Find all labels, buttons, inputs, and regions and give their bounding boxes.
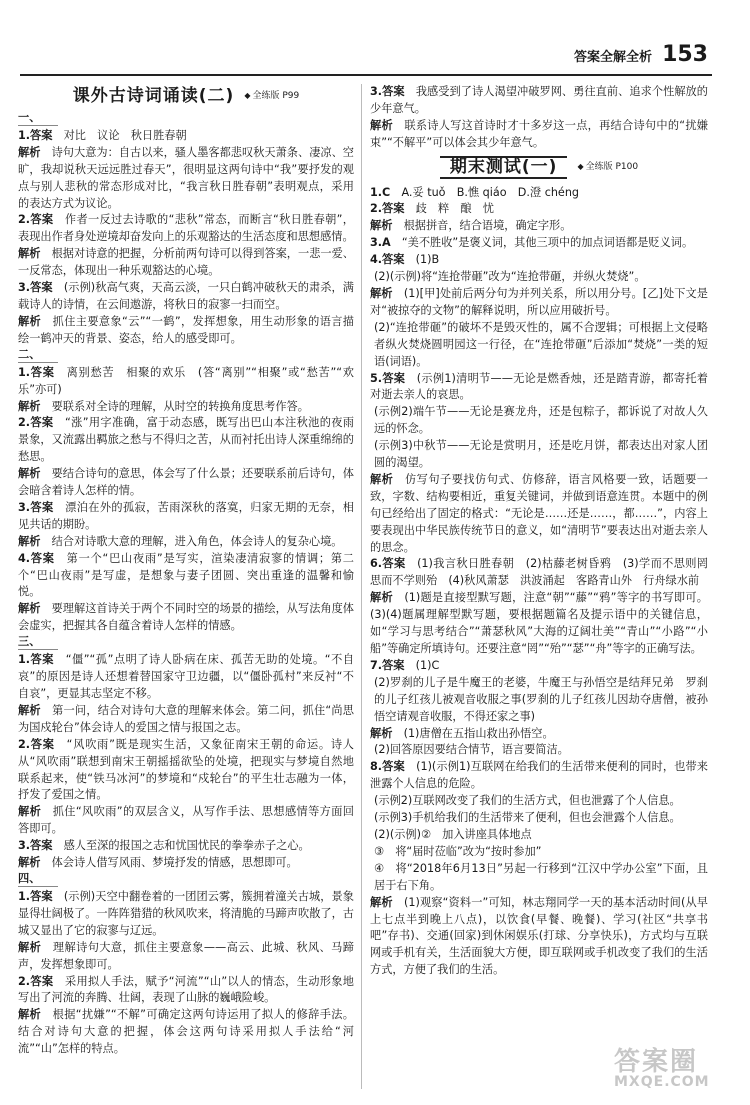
section-title-right [370, 156, 708, 179]
item-text: ③ 将“届时莅临”改为“按时参加” [374, 844, 542, 858]
workbook-ref-text: 全练版 P99 [252, 91, 300, 101]
analysis-paragraph [18, 855, 354, 872]
answer-paragraph [370, 252, 708, 269]
item-text: 要理解这首诗关于两个不同时空的场景的描绘，从写法角度体会虚实，把握其各自蕴含着诗人怎样的情感。 [18, 602, 354, 633]
item-text: 联系诗人写这首诗时才十多岁这一点，再结合诗句中的“扰嫌束”“不解平”可以体会其少年意气。 [370, 118, 708, 149]
item-text: (2)“连抢带砸”的破坏不是毁灭性的，属不合逻辑；可根据上文侵略者纵火焚烧圆明园这一行径，在“连抢带砸”后添加“焚烧”一类的短语(词语)。 [374, 320, 708, 368]
right-blocks [370, 185, 720, 980]
item-text: 结合对诗歌大意的理解，进入角色，体会诗人的复杂心境。 [40, 534, 343, 548]
item-tag: 2.答案 [18, 974, 54, 988]
item-text: 漂泊在外的孤寂，苦雨深秋的落寞，归家无期的无奈，相见共话的期盼。 [18, 500, 354, 531]
item-text: 我感受到了诗人渴望冲破罗网、勇往直前、追求个性解放的少年意气。 [370, 85, 708, 115]
page-header [574, 42, 708, 72]
item-tag: 3.A [370, 236, 391, 250]
item-text: “涨”用字准确，富于动态感，既写出巴山本注秋池的夜雨景象，又流露出羁旅之愁与不得归之苦，从而衬托出诗人深重绵绵的愁思。 [18, 416, 354, 464]
item-text: (示例1)清明节——无论是燃香烛，还是踏青游，都寄托着对逝去亲人的哀思。 [370, 371, 708, 402]
answer-paragraph [18, 500, 354, 534]
item-tag: 解析 [18, 805, 42, 819]
analysis-paragraph [370, 218, 708, 235]
item-text: 歧 粹 酿 忧 [404, 202, 494, 216]
analysis-paragraph [18, 940, 354, 974]
item-text: (1)[甲]处前后两分句为并列关系，所以用分号。[乙]处下文是对“被掠夺的文物”的解释说明，所以应用破折号。 [370, 286, 708, 317]
answer-paragraph [370, 84, 708, 118]
item-text: 作者一反过去诗歌的“悲秋”常态，而断言“秋日胜春朝”，表现出作者身处逆境却奋发向上的乐观豁达的生活态度和思想感情。 [18, 213, 354, 244]
item-tag: 3.答案 [18, 839, 53, 853]
group-label: 四、 [18, 872, 58, 887]
item-text: 要联系对全诗的理解，从时空的转换角度思考作答。 [40, 399, 309, 413]
item-text: 感人至深的报国之志和忧国忧民的拳拳赤子之心。 [52, 839, 310, 853]
answer-paragraph [370, 201, 708, 218]
item-tag: 解析 [18, 247, 41, 261]
answer-paragraph [370, 269, 708, 286]
answer-paragraph [370, 185, 708, 202]
item-tag: 解析 [18, 534, 41, 548]
item-text: 对比 议论 秋日胜春朝 [52, 128, 187, 142]
page-number: 153 [662, 42, 708, 67]
item-text: (1)B [404, 253, 440, 267]
section-title-left [18, 88, 354, 105]
item-text: 根据“扰嫌”“不解”可确定这两句诗运用了拟人的修辞手法。结合对诗句大意的把握，体会这两句诗采用拟人手法给“河流”“山”怎样的特点。 [18, 1008, 354, 1056]
item-text: 要结合诗句的意思，体会写了什么景；还要联系前后诗句，体会暗含着诗人怎样的情。 [18, 467, 354, 498]
item-tag: 解析 [18, 145, 41, 159]
item-text: (2)罗刹的儿子是牛魔王的老婆，牛魔王与孙悟空是结拜兄弟 罗刹的儿子红孩儿被观音收服之事(罗刹的儿子红孩儿因劫夺唐僧，被孙悟空请观音收服，不得还家之事) [374, 675, 708, 723]
item-text: (示例)天空中翻卷着的一团团云雾，簇拥着潼关古城，景象显得壮阔极了。一阵阵猎猎的秋风吹来，将清脆的马蹄声吹散了，古城又显出了它的寂寥与辽远。 [18, 889, 354, 937]
item-text: “美不胜收”是褒义词，其他三项中的加点词语都是贬义词。 [390, 236, 694, 250]
item-text: 第一个“巴山夜雨”是写实，渲染凄清寂寥的情调；第二个“巴山夜雨”是写虚，是想象与妻子团圆、突出重逢的温馨和愉悦。 [18, 551, 354, 599]
answer-paragraph [370, 844, 708, 861]
answer-paragraph [370, 404, 708, 438]
analysis-paragraph [370, 472, 708, 557]
item-text: (1)观察“资料一”可知，林志翔同学一天的基本活动时间(从早上七点半到晚上八点)，以饮食(早餐、晚餐)、学习(社区“共享书吧”存书)、交通(回家)到休闲娱乐(打球、分享快乐)，方式均与互联网或手机有关，生活面貌大方便，即互联网或手机改变了我们的生活方式，方便了我们的生活。 [370, 895, 708, 977]
item-tag: 解析 [18, 399, 41, 413]
answer-paragraph [370, 675, 708, 726]
analysis-paragraph [18, 601, 354, 635]
workbook-ref-text: 全练版 P100 [585, 161, 639, 172]
section-title-text: 课外古诗词诵读(二) [72, 86, 235, 106]
item-tag: 1.答案 [18, 128, 53, 142]
item-text: (1)唐僧在五指山救出孙悟空。 [392, 726, 554, 740]
analysis-paragraph [18, 246, 354, 280]
item-tag: 4.答案 [18, 551, 55, 565]
group-label: 二、 [18, 348, 58, 363]
item-tag: 7.答案 [370, 658, 405, 672]
item-tag: 解析 [18, 856, 41, 870]
item-tag: 解析 [370, 726, 393, 740]
header-rule [20, 74, 712, 76]
item-tag: 解析 [370, 286, 393, 300]
answer-paragraph [370, 742, 708, 759]
answer-paragraph [18, 551, 354, 602]
answer-paragraph [18, 365, 354, 399]
item-text: 根据拼音，结合语境，确定字形。 [392, 219, 572, 233]
analysis-paragraph [370, 118, 708, 152]
item-text: 采用拟人手法，赋予“河流”“山”以人的情态，生动形象地写出了河流的奔腾、壮阔，表现了山脉的巍峨险峻。 [18, 974, 354, 1005]
item-tag: 2.答案 [18, 416, 54, 430]
item-tag: 3.答案 [18, 281, 53, 295]
triangle-icon: ◆ [577, 161, 584, 171]
item-tag: 2.答案 [18, 737, 55, 751]
analysis-paragraph [18, 466, 354, 500]
item-tag: 解析 [370, 472, 394, 486]
right-column [370, 84, 720, 979]
answer-paragraph [18, 889, 354, 940]
item-text: 理解诗句大意，抓住主要意象——高云、此城、秋风、马蹄声，发挥想象即可。 [18, 940, 354, 971]
answer-paragraph [370, 658, 708, 675]
item-tag: 3.答案 [18, 500, 54, 514]
item-text: 体会诗人借写风雨、梦境抒发的情感，思想即可。 [40, 856, 298, 870]
item-tag: 1.C [370, 185, 391, 199]
analysis-paragraph [370, 726, 708, 743]
analysis-paragraph [370, 286, 708, 320]
item-text: (1)(示例1)互联网在给我们的生活带来便利的同时，也带来泄露个人信息的危险。 [370, 760, 708, 791]
answer-paragraph [18, 838, 354, 855]
item-tag: 2.答案 [18, 213, 54, 227]
item-text: 诗句大意为：自古以来，骚人墨客都悲叹秋天萧条、凄凉、空旷，我却说秋天远远胜过春天”，很明显这两句诗中“我”要抒发的观点与别人悲秋的常态形成对比，“我言秋日胜春朝”表明观点，采用的表达方式为议论。 [18, 145, 354, 210]
analysis-paragraph [18, 399, 354, 416]
item-tag: 1.答案 [18, 365, 55, 379]
answer-paragraph [18, 652, 354, 703]
header-label: 答案全解全析 [574, 50, 653, 65]
answer-paragraph [18, 737, 354, 805]
answer-paragraph [370, 827, 708, 844]
item-tag: 解析 [18, 703, 41, 717]
answer-paragraph [18, 128, 354, 145]
item-text: 根据对诗意的把握，分析前两句诗可以得到答案，一悲一爱、一反常态，体现出一种乐观豁达的心境。 [18, 247, 354, 278]
analysis-paragraph [370, 590, 708, 658]
item-text: (2)(示例)② 加入讲座具体地点 [374, 827, 532, 841]
answer-paragraph [370, 320, 708, 371]
answer-paragraph [370, 235, 708, 252]
item-text: (示例2)互联网改变了我们的生活方式，但也泄露了个人信息。 [374, 794, 681, 808]
analysis-paragraph [18, 703, 354, 737]
triangle-icon: ◆ [244, 91, 251, 100]
item-text: (1)题是直接型默写题，注意“朝”“藤”“鸦”等字的书写即可。(3)(4)题属理解型默写题，要根据题篇名及提示语中的关键信息，如“学习与思考结合”“萧瑟秋风”大海的辽阔壮美”“青山”“小路”“小船”等确定所填诗句。还要注意“罔”“殆”“瑟”“舟”等字的正确写法。 [370, 591, 708, 655]
analysis-paragraph [18, 804, 354, 838]
item-text: A.妥 tuǒ B.憔 qiáo D.澄 chéng [390, 185, 580, 199]
item-text: (示例)秋高气爽，天高云淡，一只白鹤冲破秋天的肃杀，满载诗人的诗情，在云间遨游，将秋日的寂寥一扫而空。 [18, 281, 354, 311]
item-tag: 解析 [370, 219, 393, 233]
watermark-line2: MXQE.COM [614, 1074, 710, 1090]
item-text: (示例3)中秋节——无论是赏明月，还是吃月饼，都表达出对家人团圆的渴望。 [374, 439, 708, 470]
answer-paragraph [370, 861, 708, 895]
section-title-text: 期末测试(一) [440, 156, 568, 179]
item-text: (示例2)端午节——无论是赛龙舟，还是包粽子，都诉说了对故人久远的怀念。 [374, 405, 708, 436]
group-label: 三、 [18, 635, 58, 650]
right-top-blocks [370, 84, 708, 152]
item-text: (2)回答原因要结合情节，语言要简洁。 [374, 743, 569, 757]
item-text: “风吹雨”既是现实生活，又象征南宋王朝的命运。诗人从“风吹雨”联想到南宋王朝摇摇欲坠的处境，把现实与梦境自然地联系起来，使“铁马冰河”的梦境和“戍轮台”的平生壮志融为一体，抒发了爱国之情。 [18, 737, 354, 802]
item-tag: 1.答案 [18, 889, 53, 903]
item-text: (示例3)手机给我们的生活带来了便利，但也会泄露个人信息。 [374, 811, 681, 825]
item-text: (1)我言秋日胜春朝 (2)枯藤老树昏鸦 (3)学而不思则罔 思而不学则殆 (4)秋风萧瑟 洪波涌起 客路青山外 行舟绿水前 [370, 557, 720, 588]
item-text: 仿写句子要找仿句式、仿修辞，语言风格要一致，话题要一致，字数、结构要相近，重复关键词，并做到语意连贯。本题中的例句已经给出了固定的格式：“无论是……还是……，都……”，内容上要表现出中华民族传统节日的意义，如“清明节”要表达出对逝去亲人的思念。 [370, 472, 708, 554]
answer-paragraph [18, 280, 354, 314]
answer-paragraph [370, 759, 708, 793]
left-column [18, 84, 354, 1058]
column-divider [361, 84, 362, 1089]
item-tag: 2.答案 [370, 202, 405, 216]
item-text: (1)C [404, 658, 440, 672]
watermark-line1: 答案圈 [614, 1047, 699, 1077]
item-text: 离别愁苦 相聚的欢乐 (答“离别”“相聚”或“愁苦”“欢乐”亦可) [18, 365, 354, 396]
item-tag: 解析 [18, 314, 42, 328]
answer-paragraph [370, 371, 708, 405]
answer-paragraph [370, 793, 708, 810]
analysis-paragraph [18, 314, 354, 348]
analysis-paragraph [370, 895, 708, 980]
item-text: 抓住“风吹雨”的双层含义，从写作手法、思想感情等方面回答即可。 [18, 805, 354, 836]
item-text: 抓住主要意象“云”“一鹤”，发挥想象，用生动形象的语言描绘一鹤冲天的背景、姿态，给人的感受即可。 [18, 314, 354, 345]
item-tag: 8.答案 [370, 760, 405, 774]
answer-paragraph [18, 974, 354, 1008]
item-tag: 解析 [370, 895, 393, 909]
watermark-logo [614, 1041, 732, 1097]
workbook-ref [577, 159, 638, 176]
group-label: 一、 [18, 111, 58, 126]
item-tag: 5.答案 [370, 371, 406, 385]
item-tag: 解析 [370, 591, 393, 605]
item-text: (2)(示例)将“连抢带砸”改为“连抢带砸，并纵火焚烧”。 [374, 270, 646, 284]
workbook-ref [244, 88, 299, 105]
answer-paragraph [370, 810, 708, 827]
item-text: “僵”“孤”点明了诗人卧病在床、孤苦无助的处境。“不自哀”的原因是诗人还想着替国家守卫边疆，以“僵卧孤村”来反衬“不自哀”，更显其志坚定不移。 [18, 653, 354, 700]
item-text: ④ 将“2018年6月13日”另起一行移到“江汉中学办公室”下面，且居于右下角。 [374, 861, 708, 892]
answer-paragraph [18, 212, 354, 246]
item-tag: 解析 [370, 118, 393, 132]
item-tag: 解析 [18, 1008, 42, 1022]
item-text: 第一问，结合对诗句大意的理解来体会。第二问，抓住“尚思为国戍轮台”体会诗人的爱国之情与报国之志。 [18, 703, 354, 734]
analysis-paragraph [18, 145, 354, 213]
item-tag: 3.答案 [370, 85, 405, 98]
left-blocks [18, 111, 354, 1058]
analysis-paragraph [18, 1007, 354, 1058]
answer-paragraph [370, 556, 720, 590]
answer-paragraph [370, 438, 708, 472]
item-tag: 解析 [18, 602, 41, 616]
item-tag: 4.答案 [370, 253, 405, 267]
answer-paragraph [18, 415, 354, 466]
item-tag: 解析 [18, 467, 41, 481]
item-tag: 1.答案 [18, 653, 54, 667]
analysis-paragraph [18, 534, 354, 551]
item-tag: 6.答案 [370, 557, 406, 571]
item-tag: 解析 [18, 940, 42, 954]
